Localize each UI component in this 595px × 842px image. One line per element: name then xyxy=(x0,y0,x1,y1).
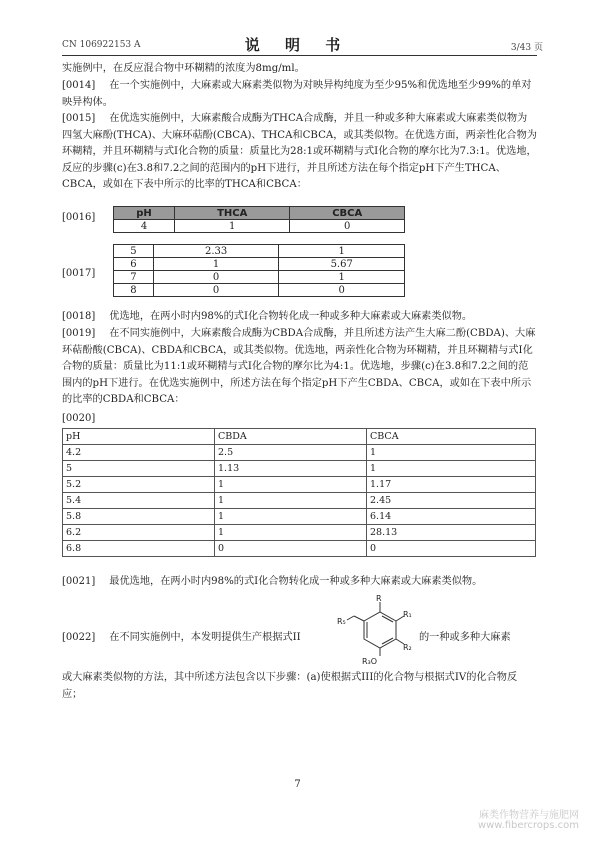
table-cell: 1 xyxy=(215,493,367,509)
table-cell: 1 xyxy=(279,245,405,258)
ph-thca-cbca-table-body xyxy=(113,244,405,297)
paragraph-tag: [0019] xyxy=(62,328,96,339)
table-cell: 0 xyxy=(153,284,279,297)
column-header: CBCA xyxy=(367,429,536,445)
table-cell: 1 xyxy=(367,445,536,461)
table-cell: 1 xyxy=(279,271,405,284)
table-row xyxy=(63,461,536,477)
column-header: THCA xyxy=(175,207,290,220)
substituent-r: R xyxy=(376,594,382,603)
table-row xyxy=(63,525,536,541)
table-header-row xyxy=(114,207,405,220)
paragraph-tag-0020: [0020] xyxy=(62,413,96,424)
formula-ii-structure xyxy=(336,592,418,666)
table-cell: 5.67 xyxy=(279,258,405,271)
paragraph-0018 xyxy=(62,309,537,326)
table-cell: 4 xyxy=(114,220,175,233)
patent-number: CN 106922153 A xyxy=(62,40,141,50)
paragraph-tag: [0018] xyxy=(62,311,96,322)
paragraph-tag: [0015] xyxy=(62,113,96,124)
table-row xyxy=(114,258,405,271)
table-row xyxy=(63,541,536,557)
table-header-row xyxy=(63,429,536,445)
watermark-url: www.fibercrops.com xyxy=(477,820,579,831)
table-row xyxy=(114,220,405,233)
paragraph-text: 在不同实施例中，本发明提供生产根据式II xyxy=(109,632,301,643)
table-cell: 4.2 xyxy=(63,445,215,461)
table-row xyxy=(63,493,536,509)
table-cell: 0 xyxy=(153,271,279,284)
paragraph-text: 在一个实施例中，大麻素或大麻素类似物为对映异构纯度为至少95%和优选地至少99%的单对映异构体。 xyxy=(62,80,532,108)
table-cell: 0 xyxy=(367,541,536,557)
table-cell: 2.33 xyxy=(153,245,279,258)
table-row xyxy=(63,509,536,525)
substituent-r2: R₂ xyxy=(403,643,412,652)
table-cell: 1.17 xyxy=(367,477,536,493)
table-cell: 1 xyxy=(175,220,290,233)
table-cell: 0 xyxy=(215,541,367,557)
paragraph-tag: [0021] xyxy=(62,576,96,587)
table-cell: 2.5 xyxy=(215,445,367,461)
table-cell: 1 xyxy=(153,258,279,271)
paragraph-tag-0016: [0016] xyxy=(62,212,96,223)
substituent-r3o: R₃O xyxy=(362,657,378,666)
column-header: pH xyxy=(63,429,215,445)
ph-thca-cbca-table-head xyxy=(113,206,405,233)
table-cell: 7 xyxy=(114,271,154,284)
table-row xyxy=(63,445,536,461)
table-cell: 0 xyxy=(279,284,405,297)
paragraph-0015 xyxy=(62,111,537,194)
paragraph-0019 xyxy=(62,326,537,409)
table-row xyxy=(114,271,405,284)
table-cell: 5 xyxy=(114,245,154,258)
table-cell: 1 xyxy=(215,477,367,493)
paragraph-text: 最优选地，在两小时内98%的式I化合物转化成一种或多种大麻素或大麻素类似物。 xyxy=(109,576,483,587)
paragraph-0021 xyxy=(62,574,537,591)
document-title: 说 明 书 xyxy=(244,36,351,54)
column-header: pH xyxy=(114,207,175,220)
table-cell: 6.14 xyxy=(367,509,536,525)
substituent-r5: R₅ xyxy=(337,617,346,626)
paragraph-0022-continuation: 或大麻素类似物的方法，其中所述方法包含以下步骤：(a)使根据式III的化合物与根据式IV的化合物反应； xyxy=(62,672,518,700)
paragraph-text: 在不同实施例中，大麻素酸合成酶为CBDA合成酶，并且所述方法产生大麻二酚(CBDA)、大麻环萜酚酸(CBCA)、CBDA和CBCA，或其类似物。优选地，两亲性化合物为环糊精，并且环糊精与式I化合物的质量：质量比为11:1或环糊精与式I化合物的摩尔比为4:1。优选地，步骤(c)在3.8和7.2之间的范围内的pH下进行。在优选实施例中，所述方法在每个指定pH下产生CBDA、CBCA，或如在下表中所示的比率的CBDA和CBCA： xyxy=(62,328,536,405)
page-number: 7 xyxy=(294,779,301,790)
paragraph-tag: [0022] xyxy=(62,632,96,643)
table-cell: 5.2 xyxy=(63,477,215,493)
table-cell: 1.13 xyxy=(215,461,367,477)
table-row xyxy=(114,284,405,297)
paragraph-continuation: 实施例中，在反应混合物中环糊精的浓度为8mg/ml。 xyxy=(62,63,305,74)
paragraph-tag-0017: [0017] xyxy=(62,268,96,279)
paragraph-0022-trail: 的一种或多种大麻素 xyxy=(419,632,511,643)
table-row xyxy=(63,477,536,493)
table-cell: 6.8 xyxy=(63,541,215,557)
table-cell: 5.4 xyxy=(63,493,215,509)
column-header: CBCA xyxy=(290,207,405,220)
paragraph-text: 在优选实施例中，大麻素酸合成酶为THCA合成酶，并且一种或多种大麻素或大麻素类似物为四氢大麻酚(THCA)、大麻环萜酚(CBCA)、THCA和CBCA，或其类似物。在优选方面，两亲性化合物为环糊精，并且环糊精与式I化合物的质量：质量比为28:1或环糊精与式I化合物的摩尔比为7.3:1。优选地，反应的步骤(c)在3.8和7.2之间的范围内的pH下进行，并且所述方法在每个指定pH下产生THCA、CBCA，或如在下表中所示的比率的THCA和CBCA： xyxy=(62,113,537,190)
paragraph-0014 xyxy=(62,78,537,111)
table-cell: 0 xyxy=(290,220,405,233)
table-cell: 2.45 xyxy=(367,493,536,509)
table-cell: 28.13 xyxy=(367,525,536,541)
ph-cbda-cbca-table xyxy=(62,428,536,557)
table-cell: 1 xyxy=(215,509,367,525)
table-cell: 8 xyxy=(114,284,154,297)
table-row xyxy=(114,245,405,258)
header-divider xyxy=(62,55,537,56)
paragraph-text: 优选地，在两小时内98%的式I化合物转化成一种或多种大麻素或大麻素类似物。 xyxy=(109,311,473,322)
table-cell: 6 xyxy=(114,258,154,271)
table-cell: 1 xyxy=(367,461,536,477)
table-cell: 5.8 xyxy=(63,509,215,525)
substituent-r1: R₁ xyxy=(403,610,412,619)
column-header: CBDA xyxy=(215,429,367,445)
page-indicator: 3/43 页 xyxy=(510,43,543,53)
watermark-title: 麻类作物营养与施肥网 xyxy=(479,810,579,821)
table-cell: 5 xyxy=(63,461,215,477)
table-cell: 6.2 xyxy=(63,525,215,541)
table-cell: 1 xyxy=(215,525,367,541)
paragraph-tag: [0014] xyxy=(62,80,96,91)
